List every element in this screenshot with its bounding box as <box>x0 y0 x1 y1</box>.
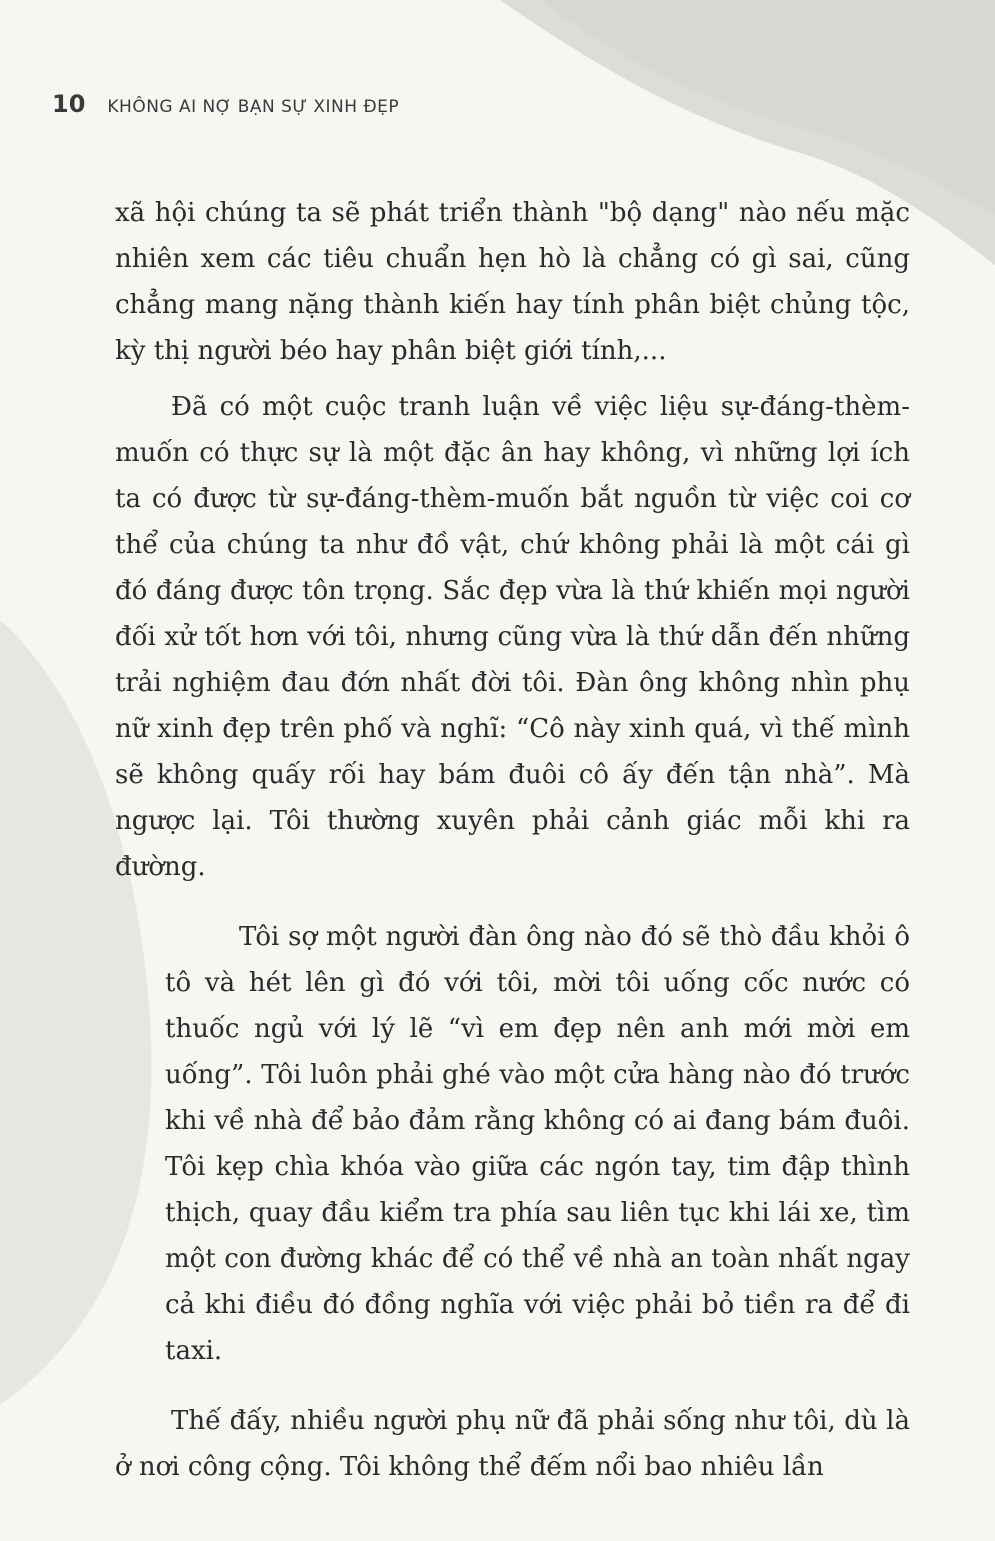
paragraph-desirability-debate: Đã có một cuộc tranh luận về việc liệu sự-đáng-thèm-muốn có thực sự là một đặc ân hay không, vì những lợi ích ta có được từ sự-đáng-thèm-muốn bắt nguồn từ việc coi cơ thể của chúng ta như đồ vật, chứ không phải là một cái gì đó đáng được tôn trọng. Sắc đẹp vừa là thứ khiến mọi người đối xử tốt hơn với tôi, nhưng cũng vừa là thứ dẫn đến những trải nghiệm đau đớn nhất đời tôi. Đàn ông không nhìn phụ nữ xinh đẹp trên phố và nghĩ: “Cô này xinh quá, vì thế mình sẽ không quấy rối hay bám đuôi cô ấy đến tận nhà”. Mà ngược lại. Tôi thường xuyên phải cảnh giác mỗi khi ra đường. <box>115 392 910 882</box>
running-title: KHÔNG AI NỢ BẠN SỰ XINH ĐẸP <box>107 97 400 117</box>
page-header <box>52 90 399 118</box>
paragraph-fear-quote: Tôi sợ một người đàn ông nào đó sẽ thò đầu khỏi ô tô và hét lên gì đó với tôi, mời tôi uống cốc nước có thuốc ngủ với lý lẽ “vì em đẹp nên anh mới mời em uống”. Tôi luôn phải ghé vào một cửa hàng nào đó trước khi về nhà để bảo đảm rằng không có ai đang bám đuôi. Tôi kẹp chìa khóa vào giữa các ngón tay, tim đập thình thịch, quay đầu kiểm tra phía sau liên tục khi lái xe, tìm một con đường khác để có thể về nhà an toàn nhất ngay cả khi điều đó đồng nghĩa với việc phải bỏ tiền ra để đi taxi. <box>165 922 910 1366</box>
page-number: 10 <box>52 90 86 118</box>
paragraph-continuation: xã hội chúng ta sẽ phát triển thành "bộ dạng" nào nếu mặc nhiên xem các tiêu chuẩn hẹn hò là chẳng có gì sai, cũng chẳng mang nặng thành kiến hay tính phân biệt chủng tộc, kỳ thị người béo hay phân biệt giới tính,... <box>115 198 910 366</box>
body-text <box>115 190 910 1490</box>
paragraph-women-public: Thế đấy, nhiều người phụ nữ đã phải sống như tôi, dù là ở nơi công cộng. Tôi không thể đếm nổi bao nhiêu lần <box>115 1406 910 1482</box>
